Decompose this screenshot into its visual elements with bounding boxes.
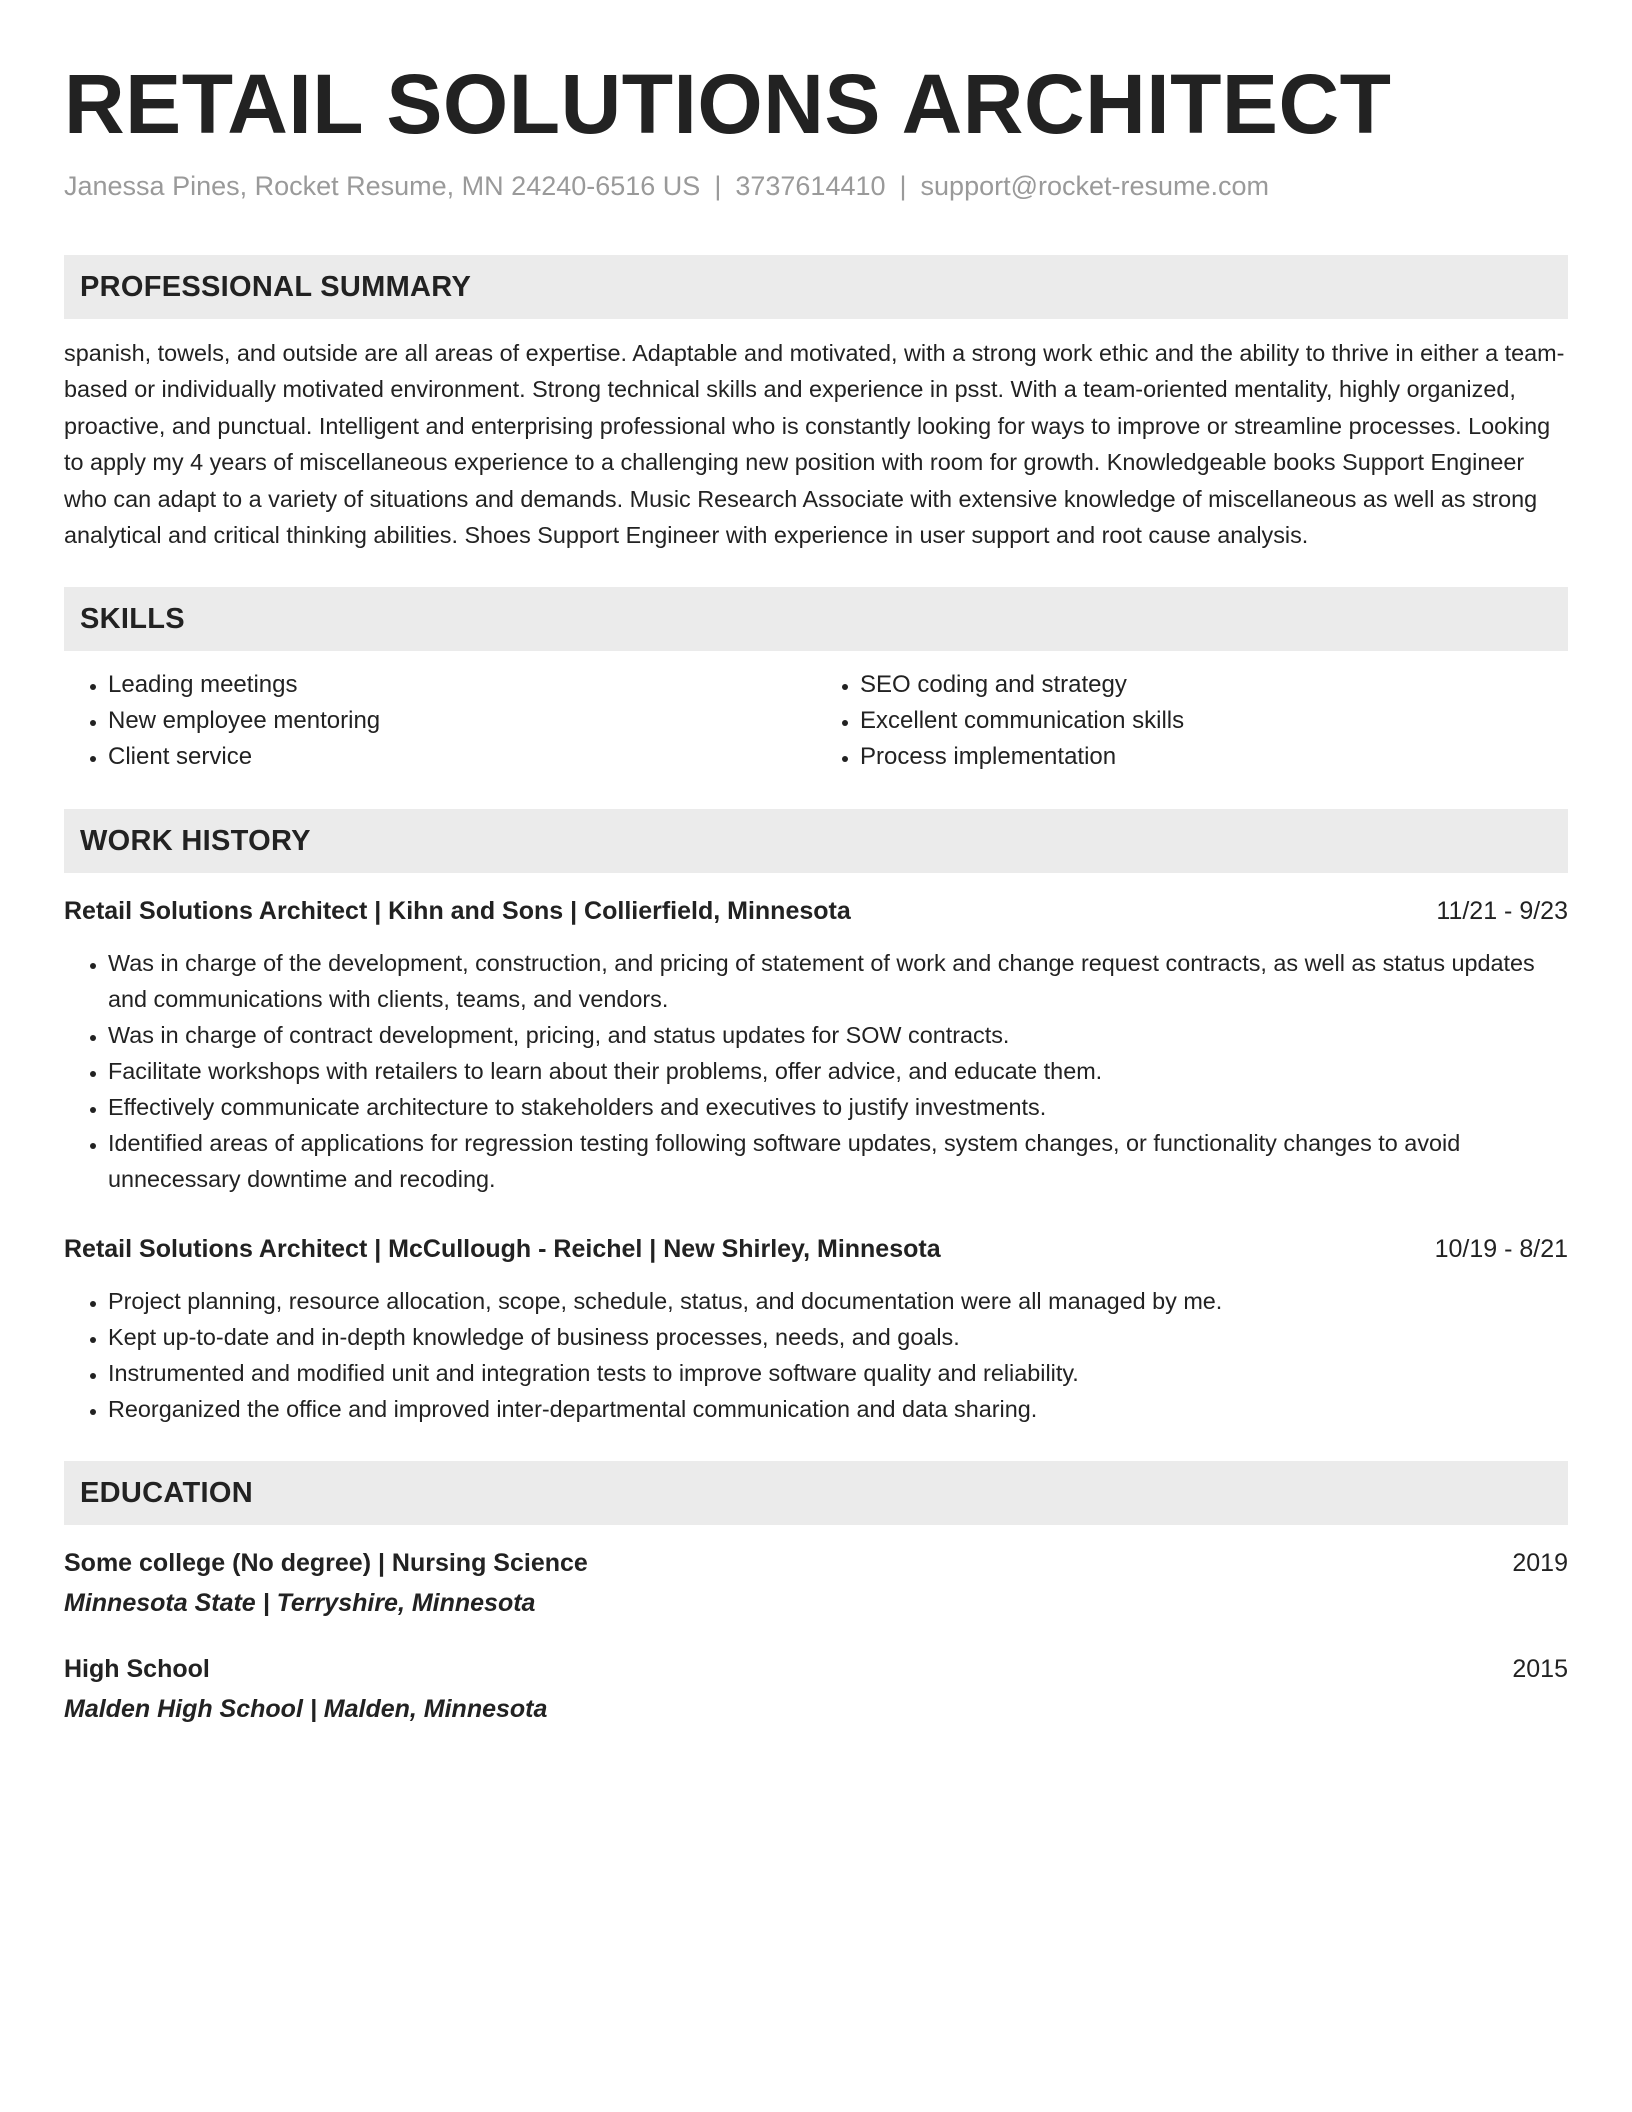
skills-grid bbox=[64, 667, 1568, 775]
summary-heading: PROFESSIONAL SUMMARY bbox=[64, 255, 1568, 319]
job-bullet: • Kept up-to-date and in-depth knowledge of business processes, needs, and goals. bbox=[108, 1319, 1568, 1355]
education-header bbox=[64, 1545, 1568, 1581]
skill-item: • SEO coding and strategy bbox=[860, 667, 1568, 703]
skills-list-right bbox=[816, 667, 1568, 775]
job-bullet: • Instrumented and modified unit and integration tests to improve software quality and reliability. bbox=[108, 1355, 1568, 1391]
job-bullets bbox=[64, 945, 1568, 1197]
job-bullets bbox=[64, 1283, 1568, 1427]
job-header bbox=[64, 1231, 1568, 1267]
summary-section bbox=[64, 255, 1568, 553]
skill-item: • Excellent communication skills bbox=[860, 703, 1568, 739]
job-title: Retail Solutions Architect | Kihn and Sons | Collierfield, Minnesota bbox=[64, 897, 851, 926]
summary-text: spanish, towels, and outside are all areas of expertise. Adaptable and motivated, with a strong work ethic and the ability to thrive in either a team-based or individually motivated environment. Strong technical skills and experience in psst. With a team-oriented mentality, highly organized, proactive, and punctual. Intelligent and enterprising professional who is constantly looking for ways to improve or streamline processes. Looking to apply my 4 years of miscellaneous experience to a challenging new position with room for growth. Knowledgeable books Support Engineer who can adapt to a variety of situations and demands. Music Research Associate with extensive knowledge of miscellaneous as well as strong analytical and critical thinking abilities. Shoes Support Engineer with experience in user support and root cause analysis. bbox=[64, 340, 1565, 549]
skill-item: • Process implementation bbox=[860, 739, 1568, 775]
job-bullet: • Was in charge of the development, construction, and pricing of statement of work and change request contracts, as well as status updates and communications with clients, teams, and vendors. bbox=[108, 945, 1568, 1017]
skills-heading: SKILLS bbox=[64, 587, 1568, 651]
skills-section bbox=[64, 587, 1568, 775]
education-school: Malden High School | Malden, Minnesota bbox=[64, 1695, 548, 1724]
contact-separator: | bbox=[899, 171, 907, 201]
job-title: Retail Solutions Architect | McCullough - Reichel | New Shirley, Minnesota bbox=[64, 1235, 941, 1264]
education-degree: High School bbox=[64, 1655, 210, 1684]
job-dates: 10/19 - 8/21 bbox=[1434, 1235, 1568, 1264]
job-bullet: • Project planning, resource allocation, scope, schedule, status, and documentation were all managed by me. bbox=[108, 1283, 1568, 1319]
contact-email: support@rocket-resume.com bbox=[920, 171, 1270, 201]
contact-separator: | bbox=[714, 171, 722, 201]
education-degree: Some college (No degree) | Nursing Science bbox=[64, 1549, 588, 1578]
contact-address: Janessa Pines, Rocket Resume, MN 24240-6516 US bbox=[64, 171, 701, 201]
education-heading: EDUCATION bbox=[64, 1461, 1568, 1525]
skill-item: • Client service bbox=[108, 739, 816, 775]
job-bullet: • Identified areas of applications for regression testing following software updates, system changes, or functionality changes to avoid unnecessary downtime and recoding. bbox=[108, 1125, 1568, 1197]
skill-item: • New employee mentoring bbox=[108, 703, 816, 739]
skill-item: • Leading meetings bbox=[108, 667, 816, 703]
resume-title: RETAIL SOLUTIONS ARCHITECT bbox=[64, 57, 1392, 151]
job-bullet: • Facilitate workshops with retailers to learn about their problems, offer advice, and educate them. bbox=[108, 1053, 1568, 1089]
contact-line bbox=[64, 168, 1568, 204]
education-year: 2019 bbox=[1512, 1549, 1568, 1578]
education-entry bbox=[64, 1651, 1568, 1727]
job-bullet: • Effectively communicate architecture to stakeholders and executives to justify investments. bbox=[108, 1089, 1568, 1125]
job-dates: 11/21 - 9/23 bbox=[1436, 897, 1568, 926]
education-school: Minnesota State | Terryshire, Minnesota bbox=[64, 1589, 536, 1618]
job-header bbox=[64, 893, 1568, 929]
job-bullet: • Was in charge of contract development, pricing, and status updates for SOW contracts. bbox=[108, 1017, 1568, 1053]
work-history-section bbox=[64, 809, 1568, 1427]
education-entry bbox=[64, 1545, 1568, 1621]
job-bullet: • Reorganized the office and improved inter-departmental communication and data sharing. bbox=[108, 1391, 1568, 1427]
education-header bbox=[64, 1651, 1568, 1687]
work-history-heading: WORK HISTORY bbox=[64, 809, 1568, 873]
education-year: 2015 bbox=[1512, 1655, 1568, 1684]
job-entry bbox=[64, 893, 1568, 1197]
job-entry bbox=[64, 1231, 1568, 1427]
education-section bbox=[64, 1461, 1568, 1727]
contact-phone: 3737614410 bbox=[735, 171, 886, 201]
skills-list-left bbox=[64, 667, 816, 775]
